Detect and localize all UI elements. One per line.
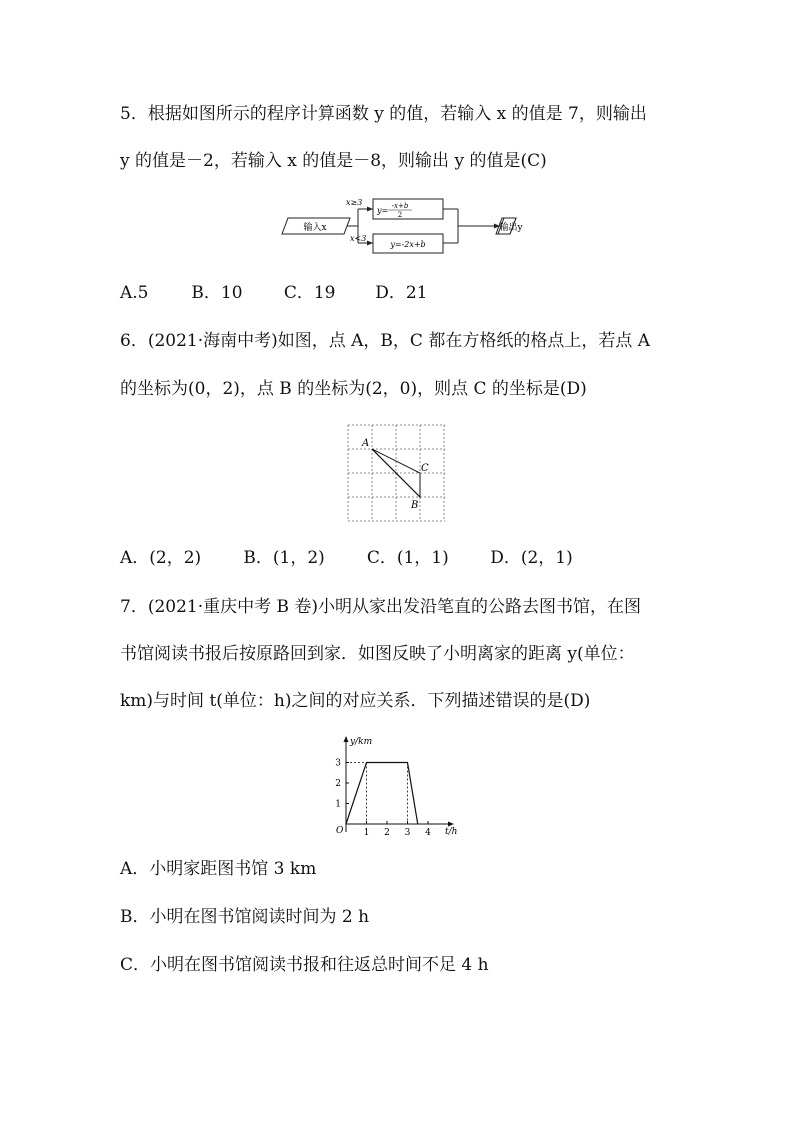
q7-line-3: km)与时间 t(单位：h)之间的对应关系．下列描述错误的是(D) [120, 691, 591, 711]
distance-series-line [346, 763, 418, 825]
y-tick-label: 2 [335, 779, 341, 789]
condition-top: x≥3 [346, 198, 363, 207]
grid-figure [347, 424, 447, 524]
x-axis-label: t/h [445, 827, 458, 837]
x-tick-label: 3 [404, 828, 411, 838]
q5-option-b[interactable]: B．10 [191, 283, 243, 303]
q5-option-a[interactable]: A.5 [120, 283, 149, 303]
q7-option-c[interactable]: C．小明在图书馆阅读书报和往返总时间不足 4 h [120, 955, 489, 975]
q6-options [120, 550, 573, 567]
y-axis-label: y/km [350, 737, 373, 747]
q5-line-1: 5．根据如图所示的程序计算函数 y 的值，若输入 x 的值是 7，则输出 [120, 104, 647, 124]
point-a-label: A [362, 438, 370, 449]
formula-top-denominator: 2 [397, 211, 403, 219]
formula-top-prefix: y= [377, 206, 389, 215]
q5-line-2: y 的值是－2，若输入 x 的值是－8，则输出 y 的值是(C) [120, 151, 547, 171]
y-tick-label: 1 [335, 799, 341, 810]
q5-option-d[interactable]: D．21 [375, 283, 428, 303]
x-tick-label: 1 [363, 828, 370, 838]
distance-time-graph [332, 732, 462, 842]
y-tick-label: 3 [335, 758, 341, 769]
q7-option-b[interactable]: B．小明在图书馆阅读时间为 2 h [120, 907, 370, 927]
formula-bottom: y=-2x+b [390, 240, 426, 249]
q6-option-a[interactable]: A．(2，2) [120, 548, 202, 568]
q6-option-b[interactable]: B．(1，2) [243, 548, 325, 568]
q6-option-d[interactable]: D．(2，1) [490, 548, 573, 568]
point-c-label: C [421, 463, 429, 474]
formula-top-numerator: -x+b [391, 202, 409, 210]
q7-line-2: 书馆阅读书报后按原路回到家．如图反映了小明离家的距离 y(单位： [120, 644, 635, 664]
program-flowchart [278, 196, 578, 258]
output-label: 输出y [499, 223, 523, 233]
y-axis-arrow [344, 736, 349, 742]
q7-line-1: 7．(2021·重庆中考 B 卷)小明从家出发沿笔直的公路去图书馆，在图 [120, 597, 642, 617]
q5-options [120, 285, 427, 302]
x-tick-label: 2 [384, 828, 390, 838]
input-label: 输入x [303, 223, 327, 233]
q6-option-c[interactable]: C．(1，1) [366, 548, 449, 568]
x-tick-label: 4 [425, 828, 431, 838]
x-axis-arrow [448, 822, 454, 827]
q6-line-2: 的坐标为(0，2)，点 B 的坐标为(2，0)，则点 C 的坐标是(D) [120, 379, 587, 399]
q5-option-c[interactable]: C．19 [283, 283, 336, 303]
q7-option-a[interactable]: A．小明家距图书馆 3 km [120, 859, 317, 879]
condition-bottom: x<3 [350, 234, 367, 243]
q6-line-1: 6．(2021·海南中考)如图，点 A，B，C 都在方格纸的格点上，若点 A [120, 331, 651, 351]
origin-label: O [336, 826, 344, 836]
point-b-label: B [411, 500, 419, 511]
